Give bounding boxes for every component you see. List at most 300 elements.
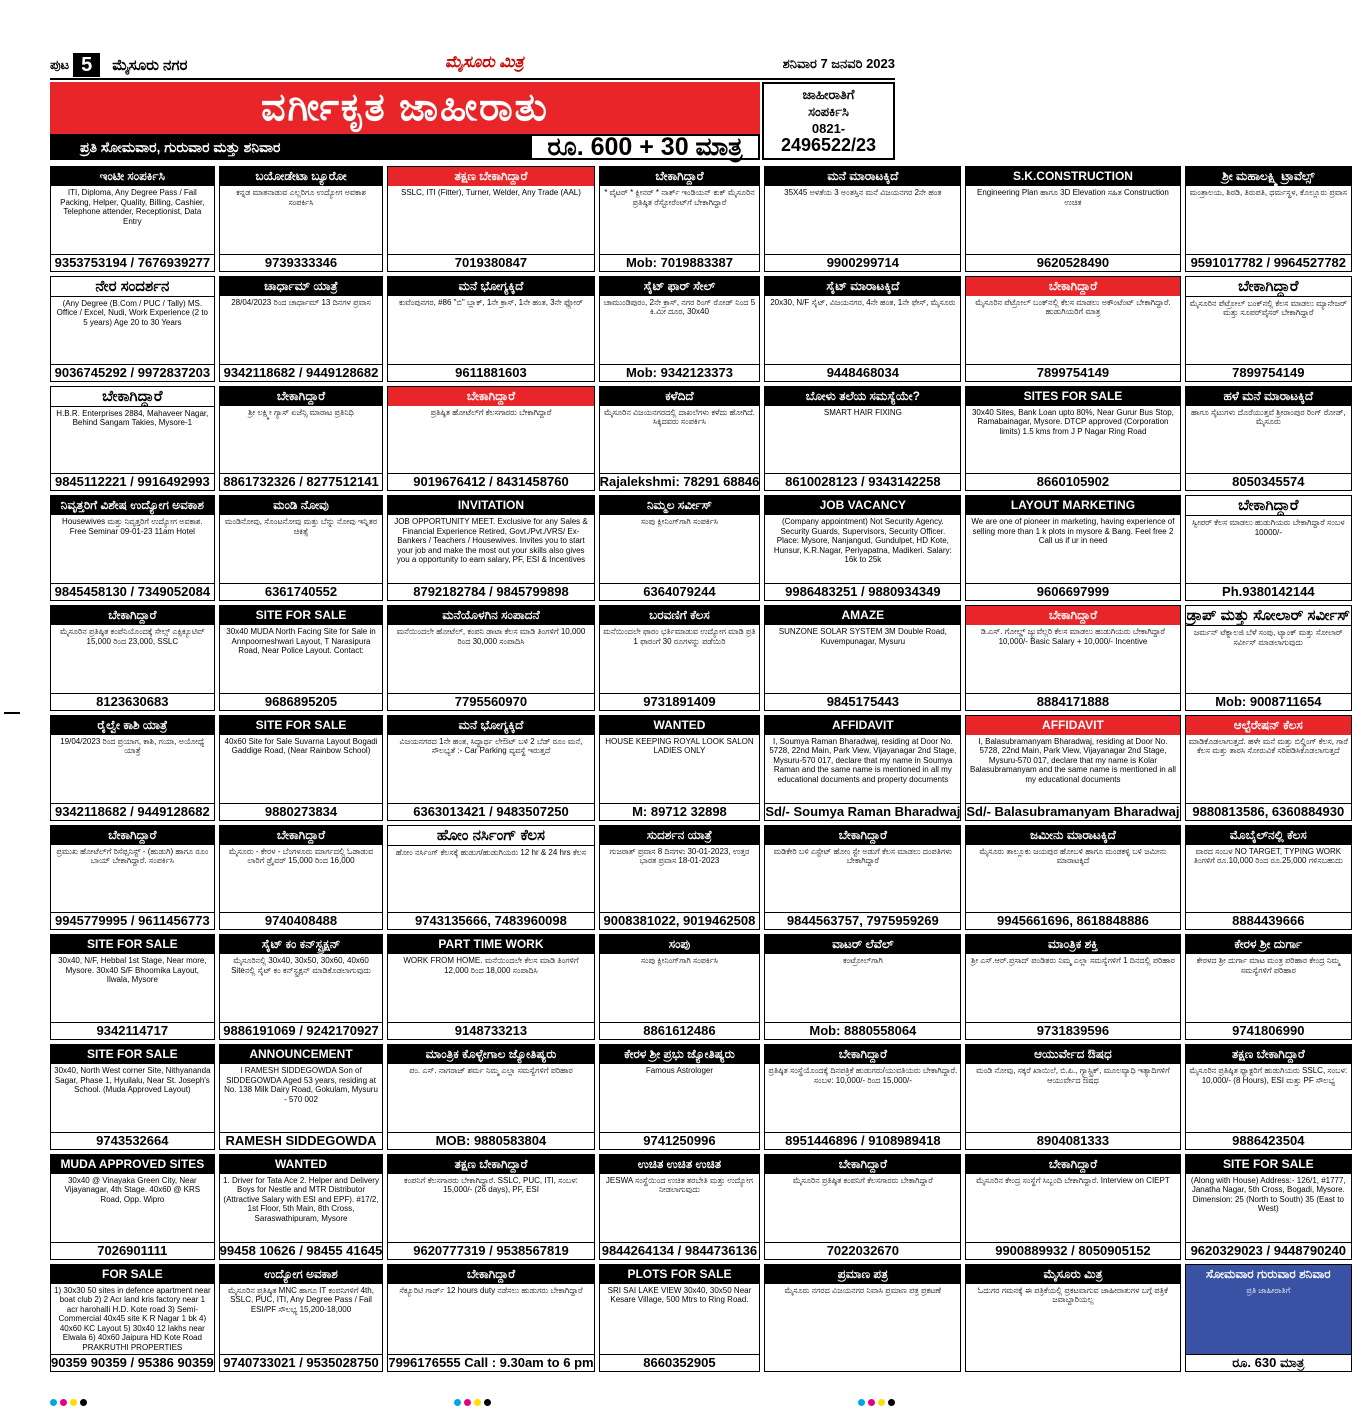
ad-text: SMART HAIR FIXING	[823, 407, 902, 417]
ad-text: ಮೈಸೂರಿನ ಪ್ರತಿಷ್ಠಿತ MNC ಹಾಗೂ IT ಕಂಪನಿಗಳಿಗೆ 4th, SSLC, PUC, ITI, Any Degree Pass / Fail ESI/PF ಸೌಲಭ್ಯ 15,200-18,000	[228, 1285, 374, 1314]
ad-text: SSLC, ITI (Fitter), Turner, Welder, Any Trade (AAL)	[401, 188, 581, 197]
ad-heading: JOB VACANCY	[765, 496, 960, 515]
classified-ad	[219, 1044, 384, 1150]
classified-ad	[219, 715, 384, 821]
classified-ad	[764, 276, 961, 382]
classified-ad	[965, 934, 1180, 1040]
ad-phone: M: 89712 32898	[600, 803, 760, 820]
ad-heading: ಬರವಣಿಗೆ ಕೆಲಸ	[600, 606, 760, 625]
ad-text: 30x40 Sites, Bank Loan upto 80%, Near Gurur Bus Stop, Ramabainagar, Mysore. DTCP approved (Corporation limits) 1.5 kms from J P Nagar Ring Road	[971, 407, 1174, 436]
ad-heading: ತಕ್ಷಣ ಬೇಕಾಗಿದ್ದಾರೆ	[388, 1155, 593, 1174]
classified-ad	[387, 1044, 594, 1150]
ad-phone: 9741250996	[600, 1132, 760, 1149]
ad-phone: 9448468034	[765, 364, 960, 381]
contact-line-1: ಜಾಹೀರಾತಿಗೆ	[802, 87, 855, 102]
ad-text: JOB OPPORTUNITY MEET. Exclusive for any Sales & Financial Experience Retired, Govt./Pvt./VRS/ Ex-Bankers / Teachers / Housewives. Invites you to start your job and make the most out your skills also gives you a opportunity to earn salary, PF, ESI & Incentives	[394, 517, 588, 565]
classified-ads-grid	[50, 166, 1351, 1372]
classified-ad	[387, 1154, 594, 1260]
classified-ad	[387, 495, 594, 601]
classified-ad	[387, 934, 594, 1040]
classified-ad	[965, 1154, 1180, 1260]
ad-text: ಮೈಸೂರಿನ ಪ್ರತಿಷ್ಠಿತ ಕಂಪನಿಗೆ ಕೆಲಸಗಾರರು ಬೇಕಾಗಿದ್ದಾರೆ	[792, 1175, 933, 1185]
ad-phone: 9731891409	[600, 693, 760, 710]
ad-heading: ತಕ್ಷಣ ಬೇಕಾಗಿದ್ದಾರೆ	[388, 167, 593, 186]
classified-ad	[1185, 825, 1352, 931]
ad-heading: ಹೋಂ ನರ್ಸಿಂಗ್ ಕೆಲಸ	[388, 826, 593, 846]
ad-text: ಹಾಗೂ ಸೈಟುಗಳು ದೊರೆಯುತ್ತವೆ ಶ್ರೀರಾಂಪುರ ರಿಂಗ್ ರೋಡ್, ಮೈಸೂರು	[1190, 407, 1346, 426]
ad-phone: 9986483251 / 9880934349	[765, 583, 960, 600]
classified-ad	[50, 386, 215, 492]
ad-text: SUNZONE SOLAR SYSTEM 3M Double Road, Kuvempunagar, Mysuru	[778, 627, 947, 646]
ad-heading: ಸಂಪು	[600, 935, 760, 954]
ad-heading: SITES FOR SALE	[966, 387, 1179, 406]
ad-heading: PART TIME WORK	[388, 935, 593, 954]
print-registration-marks	[50, 1396, 895, 1408]
ad-phone: 9945779995 / 9611456773	[51, 912, 214, 929]
ad-phone: 8951446896 / 9108989418	[765, 1132, 960, 1149]
ad-phone: 9743135666, 7483960098	[388, 912, 593, 929]
color-dots-center	[454, 1399, 491, 1406]
classified-ad	[965, 495, 1180, 601]
classified-ad	[599, 1264, 761, 1373]
ad-heading: ಬೇಕಾಗಿದ್ದಾರೆ	[220, 826, 383, 845]
classified-ad	[50, 166, 215, 272]
ad-phone: 9342114717	[51, 1022, 214, 1039]
classified-ad	[965, 825, 1180, 931]
ad-text: Engineering Plan ಹಾಗೂ 3D Elevation ಸಹಿತ Construction ಉಚಿತ	[977, 188, 1169, 207]
ad-text: ಮೈಸೂರಿನ ಪೆಟ್ರೋಲ್ ಬಂಕ್‌ನಲ್ಲಿ ಕೆಲಸ ಮಾಡಲು ಮ್ಯಾನೇಜರ್ ಮತ್ತು ಸೂಪರ್‌ವೈಸರ್ ಬೇಕಾಗಿದ್ದಾರೆ	[1189, 298, 1347, 318]
classified-ad	[219, 166, 384, 272]
classified-ad	[764, 166, 961, 272]
ad-phone: 9342118682 / 9449128682	[220, 364, 383, 381]
ad-phone: 7899754149	[1186, 364, 1352, 381]
ad-text: ಮನೆಯಿಂದಲೇ ಹೋಟೆಲ್, ಕಂಪನಿ ಡಾಟಾ ಕೆಲಸ ಮಾಡಿ ತಿಂಗಳಿಗೆ 10,000 ರಿಂದ 30,000 ಸಂಪಾದಿಸಿ	[396, 627, 586, 646]
ad-heading: ಬೇಕಾಗಿದ್ದಾರೆ	[388, 1265, 593, 1284]
ad-heading: ಬೇಕಾಗಿದ್ದಾರೆ	[765, 826, 960, 845]
ad-phone: Mob: 7019883387	[600, 254, 760, 271]
ad-text: ಚಾಮುಂಡಿಪುರಂ, 2ನೇ ಕ್ರಾಸ್, ನಗರ ರಿಂಗ್ ರೋಡ್ ನಿಂದ 5 ಕಿ.ಮೀ ದೂರ, 30x40	[603, 297, 756, 317]
ad-heading: SITE FOR SALE	[220, 716, 383, 735]
ad-text: I, Soumya Raman Bharadwaj, residing at Door No. 5728, 22nd Main, Park View, Vijayanagar 2nd Stage, Mysuru-570 017, declare that my name in Soumya Raman and the same name is mentioned in all my educational documents and property documents	[769, 736, 957, 784]
ad-text: ಮಂಡಿನೋವು, ಸೊಂಟನೋವು ಮತ್ತು ಬೆನ್ನು ನೋವು ಇನ್ನಿತರ ಚಿಕಿತ್ಸೆ	[224, 517, 378, 536]
ad-text: 30x40, North West corner Site, Nithyananda Sagar, Phase 1, Hyuilalu, Near St. Joseph's School. (Muda Approved Layout)	[54, 1066, 211, 1094]
ad-phone: 9845112221 / 9916492993	[51, 473, 214, 490]
classified-ad	[965, 276, 1180, 382]
ad-phone: 9886423504	[1186, 1132, 1352, 1149]
ad-heading: ಮಂಡಿ ನೋವು	[220, 496, 383, 515]
ad-text: ಜರ್ಮನ್ ಟೆಕ್ನಾಲಜಿ ಬೆಳೆ ಸಂಪು, ಟ್ಯಾಂಕ್ ಮತ್ತು ಸೋಲಾರ್ ಸರ್ವೀಸ್ ಮಾಡಲಾಗುವುದು	[1193, 628, 1343, 647]
ad-phone: 9611881603	[388, 364, 593, 381]
ad-text: ಮೈಸೂರಿನಲ್ಲಿ 30x40, 30x50, 30x60, 40x60 Siteನಲ್ಲಿ ಸೈಟ್ ಕಂ ಕನ್‌ಸ್ಟ್ರಕ್ಷನ್ ಮಾಡಿಕೊಡಲಾಗುವುದು	[231, 956, 371, 975]
ad-heading: ತಕ್ಷಣ ಬೇಕಾಗಿದ್ದಾರೆ	[1186, 1045, 1352, 1064]
ad-phone: 6361740552	[220, 583, 383, 600]
color-dots-right	[858, 1399, 895, 1406]
ad-heading: ಬೇಕಾಗಿದ್ದಾರೆ	[51, 826, 214, 845]
ad-phone: 9900299714	[765, 254, 960, 271]
ad-heading: ಚಾರ್ಧಾಮ್ ಯಾತ್ರೆ	[220, 277, 383, 296]
ad-heading: S.K.CONSTRUCTION	[966, 167, 1179, 186]
ad-text: I RAMESH SIDDEGOWDA Son of SIDDEGOWDA Aged 53 years, residing at No. 138 Milk Dairy Road, Gokulam, Mysuru - 570 002	[224, 1066, 378, 1104]
ad-text: ಮೈಸೂರಿನ ಕೇಂದ್ರ ಸಂಸ್ಥೆಗೆ ಸಿಬ್ಬಂದಿ ಬೇಕಾಗಿದ್ದಾರೆ. Interview on CIEPT	[976, 1175, 1170, 1185]
ad-phone: 8660105902	[966, 473, 1179, 490]
ad-text: (Company appointment) Not Security Agency. Security Guards, Supervisors, Security Officer. Place: Mysore, Nanjangud, Gundulpet, HD Kote, Hunsur, K.R.Nagar, Periyapatna, Madikeri. Salary: 16k to 25k	[773, 517, 952, 565]
ad-text: ಮೈಸೂರು ತಾಲ್ಲೂಕು ಜಯಪುರ ಹೋಬಳಿ ಹಾಗೂ ಮಂಡಕಳ್ಳಿ ಬಳಿ ಜಮೀನು ಮಾರಾಟಕ್ಕಿದೆ	[979, 846, 1167, 865]
ad-phone: 9620329023 / 9448790240	[1186, 1242, 1352, 1259]
ad-text: ಹೋಂ ನರ್ಸಿಂಗ್ ಕೆಲಸಕ್ಕೆ ಹುಡುಗ/ಹುಡುಗಿಯರು 12 hr & 24 hrs ಕೆಲಸ	[395, 847, 586, 857]
ad-phone: ರೂ. 630 ಮಾತ್ರ	[1186, 1354, 1352, 1371]
ad-heading: ಕಳೆದಿದೆ	[600, 387, 760, 406]
classified-ad	[965, 715, 1180, 821]
classified-ad	[1185, 605, 1352, 711]
ad-phone: 8861732326 / 8277512141	[220, 473, 383, 490]
ad-phone: Rajalekshmi: 78291 68846	[599, 474, 760, 490]
ad-heading: ಬೇಕಾಗಿದ್ದಾರೆ	[1186, 496, 1352, 516]
page-tag	[50, 53, 100, 77]
paper-name: ಮೈಸೂರು ಮಿತ್ರ	[445, 54, 524, 71]
ad-text: 30x40 MUDA North Facing Site for Sale in Annpoorneshwari Layout, T Narasipura Road, Near Police Layout. Contact:	[226, 627, 376, 655]
ad-text: JESWA ಸಂಸ್ಥೆಯಿಂದ ಉಚಿತ ತರಬೇತಿ ಮತ್ತು ಉದ್ಯೋಗ ನೀಡಲಾಗುವುದು	[605, 1175, 753, 1195]
ad-phone: Sd/- Soumya Raman Bharadwaj	[765, 803, 961, 819]
ad-text: ಶ್ರೀ ಎಸ್.ಆರ್.ಪ್ರಸಾದ್ ಪಂಡಿತರು ನಿಮ್ಮ ಎಲ್ಲಾ ಸಮಸ್ಯೆಗಳಿಗೆ 1 ದಿನದಲ್ಲಿ ಪರಿಹಾರ	[971, 956, 1175, 966]
ad-text: ಮಂಡಿ ನೋವು, ಸಕ್ಕರೆ ಖಾಯಿಲೆ, ಬಿ.ಪಿ., ಗ್ಯಾಸ್ಟ್ರಿಕ್, ಮೂಲವ್ಯಾಧಿ ಇತ್ಯಾದಿಗಳಿಗೆ ಆಯುರ್ವೇದ ಔಷಧ	[976, 1066, 1170, 1085]
classified-ad	[764, 1264, 961, 1373]
classified-ad	[219, 1264, 384, 1373]
classified-ad	[764, 715, 961, 821]
ad-heading: INVITATION	[388, 496, 593, 515]
classified-ad	[219, 1154, 384, 1260]
ad-text: (Any Degree (B.Com / PUC / Tally) MS. Office / Excel, Nudi, Work Experience (2 to 5 years) Age 20 to 30 Years	[56, 298, 208, 327]
ad-phone: 8884439666	[1186, 912, 1352, 929]
classified-ad	[965, 166, 1180, 272]
ad-text: ಸಂಪು ಕ್ಲೀನಿಂಗ್‌ಗಾಗಿ ಸಂಪರ್ಕಿಸಿ	[640, 517, 719, 527]
ad-heading: ಮನೆ ಭೋಗ್ಯಕ್ಕಿದೆ	[388, 277, 593, 296]
classified-ad	[387, 276, 594, 382]
ad-heading: ಹಳೆ ಮನೆ ಮಾರಾಟಕ್ಕಿದೆ	[1186, 387, 1352, 406]
classified-ad	[599, 276, 761, 382]
ad-phone: 6364079244	[600, 583, 760, 600]
ad-text: SRI SAI LAKE VIEW 30x40, 30x50 Near Kesare Village, 500 Mtrs to Ring Road.	[607, 1285, 752, 1304]
classified-ad	[599, 1044, 761, 1150]
classified-ad	[387, 715, 594, 821]
ad-text: ಪ್ರತಿಷ್ಠಿತ ಹೋಟೆಲ್‌ಗೆ ಕೆಲಸಗಾರರು ಬೇಕಾಗಿದ್ದಾರೆ	[430, 407, 552, 417]
ad-heading: ಸೈಟ್ ಮಾರಾಟಕ್ಕಿದೆ	[765, 277, 960, 296]
classified-ad	[387, 605, 594, 711]
ad-heading: ಮನೆ ಮಾರಾಟಕ್ಕಿದೆ	[765, 167, 960, 186]
ad-heading: ವಾಟರ್ ಲೆವೆಲ್	[765, 935, 960, 954]
ad-text: ಸೆಕ್ಯೂರಿಟಿ ಗಾರ್ಡ್ 12 hours duty ನಡೆಸಲು ಹುಡುಗರು ಬೇಕಾಗಿದ್ದಾರೆ	[399, 1285, 583, 1295]
ad-heading: ರೈಲ್ವೇ ಕಾಶಿ ಯಾತ್ರೆ	[51, 716, 214, 735]
ad-phone: 9844563757, 7975959269	[765, 912, 960, 929]
ad-heading: ಶ್ರೀ ಮಹಾಲಕ್ಷ್ಮಿ ಟ್ರಾವೆಲ್ಸ್	[1186, 167, 1352, 186]
classified-ad	[599, 386, 761, 492]
classified-ad	[50, 1044, 215, 1150]
ad-heading: ANNOUNCEMENT	[220, 1045, 383, 1064]
page-label: ಪುಟ	[50, 57, 70, 72]
ad-phone: 9886191069 / 9242170927	[220, 1022, 383, 1039]
ad-heading: AMAZE	[765, 606, 960, 625]
crop-mark	[4, 712, 20, 714]
ad-text: ಮೈಸೂರು - ಕೇರಳ - ಬೆಂಗಳೂರು ಮಾರ್ಗದಲ್ಲಿ ಓಡಾಡುವ ಲಾರಿಗೆ ಡ್ರೈವರ್ 15,000 ರಿಂದ 16,000	[228, 846, 374, 865]
classified-ad	[219, 495, 384, 601]
page-number: 5	[73, 53, 100, 77]
ad-text: I, Balasubramanyam Bharadwaj, residing at Door No. 5728, 22nd Main, Park View, Vijayanagar 2nd Stage, Mysuru-570 017, declare that my name is Kolar Balasubramanyam and the same name is mentioned in all my educational documents	[970, 736, 1176, 784]
ad-text: ಡಿ.ಎಸ್. ಗೋಲ್ಡ್ ಜ್ಯುವೆಲ್ಲರಿ ಕೆಲಸ ಮಾಡಲು ಹುಡುಗಿಯರು ಬೇಕಾಗಿದ್ದಾರೆ 10,000/- Basic Salary + 10,000/- Incentive	[980, 627, 1165, 646]
ad-heading: ಬೋಳು ತಲೆಯ ಸಮಸ್ಯೆಯೇ?	[765, 387, 960, 406]
ad-text: 19/04/2023 ರಿಂದ ಪ್ರಯಾಗ, ಕಾಶಿ, ಗಯಾ, ಅಯೋಧ್ಯೆ ಯಾತ್ರೆ	[60, 736, 205, 756]
classified-ad	[764, 825, 961, 931]
ad-heading: ನಿಮ್ಮಲ ಸರ್ವೀಸ್	[600, 496, 760, 515]
ad-text: ಓದುಗರ ಗಮನಕ್ಕೆ ಈ ಪತ್ರಿಕೆಯಲ್ಲಿ ಪ್ರಕಟವಾಗುವ ಜಾಹೀರಾತುಗಳ ಬಗ್ಗೆ ಪತ್ರಿಕೆ ಜವಾಬ್ದಾರಿಯಲ್ಲ	[977, 1285, 1168, 1304]
ad-heading: ಬೇಕಾಗಿದ್ದಾರೆ	[51, 606, 214, 625]
ad-heading: ಮೈಸೂರು ಮಿತ್ರ	[966, 1265, 1179, 1284]
ad-heading: ಉದ್ಯೋಗ ಅವಕಾಶ	[220, 1265, 383, 1284]
ad-heading: ಬಯೋಡೇಟಾ ಬ್ಯೂರೋ	[220, 167, 383, 186]
ad-phone: Mob: 9342123373	[600, 364, 760, 381]
classified-ad	[1185, 715, 1352, 821]
issue-date: ಶನಿವಾರ 7 ಜನವರಿ 2023	[782, 56, 895, 71]
ad-text: ಪ್ರತಿ ಜಾಹೀರಾತಿಗೆ	[1246, 1285, 1291, 1295]
ad-heading: ಕೇರಳ ಶ್ರೀ ದುರ್ಗಾ	[1186, 935, 1352, 954]
classified-ad	[1185, 934, 1352, 1040]
ad-text: Famous Astrologer	[645, 1066, 714, 1075]
ad-phone: 8904081333	[966, 1132, 1179, 1149]
contact-line-2: ಸಂಪರ್ಕಿಸಿ	[808, 104, 849, 119]
ad-phone: 9731839596	[966, 1022, 1179, 1039]
classified-ad	[1185, 1264, 1352, 1373]
ad-text: ಸಂಪು ಕ್ಲೀನಿಂಗ್‌ಗಾಗಿ ಸಂಪರ್ಕಿಸಿ	[640, 956, 719, 966]
ad-text: ಮೈಸೂರಿನ ಪೆಟ್ರೋಲ್ ಬಂಕ್‌ನಲ್ಲಿ ಕೆಲಸ ಮಾಡಲು ಅಕೌಂಟೆಂಟ್ ಬೇಕಾಗಿದ್ದಾರೆ. ಹುಡುಗಿಯರಿಗೆ ಮಾತ್ರ	[975, 297, 1171, 317]
ad-text: ಕಂಟ್ರೋಲ್‌ಗಾಗಿ	[842, 956, 883, 966]
ad-phone: 6363013421 / 9483507250	[388, 803, 593, 820]
ad-phone: 9945661696, 8618848886	[966, 912, 1179, 929]
color-dots-left	[50, 1399, 87, 1406]
ad-phone: 9019676412 / 8431458760	[388, 473, 593, 490]
ad-heading: WANTED	[220, 1155, 383, 1174]
ad-heading: ಬೇಕಾಗಿದ್ದಾರೆ	[765, 1155, 960, 1174]
ad-heading: ಕೇರಳ ಶ್ರೀ ಪ್ರಭು ಜ್ಯೋತಿಷ್ಯರು	[600, 1045, 760, 1064]
ad-text: 28/04/2023 ರಿಂದ ಚಾರ್ಧಾಮ್ 13 ದಿನಗಳ ಪ್ರವಾಸ	[231, 297, 371, 307]
ad-phone: 8884171888	[966, 693, 1179, 710]
ad-heading: FOR SALE	[51, 1265, 214, 1284]
ad-text: Housewives ಮತ್ತು ನಿವೃತ್ತರಿಗೆ ಉದ್ಯೋಗ ಅವಕಾಶ. Free Seminar 09-01-23 11am Hotel	[62, 517, 203, 536]
ad-phone: 9353753194 / 7676939277	[51, 254, 214, 271]
ad-text: ಕುವೆಂಪುನಗರ, #86 "ಬಿ" ಬ್ಲಾಕ್, 1ನೇ ಕ್ರಾಸ್, 1ನೇ ಹಂತ, 3ನೇ ಫ್ಲೋರ್	[399, 297, 583, 307]
classified-ad	[219, 825, 384, 931]
ad-phone: 7026901111	[51, 1242, 214, 1259]
ad-text: 40x60 Site for Sale Suvarna Layout Bogadi Gaddige Road, (Near Rainbow School)	[224, 736, 378, 756]
classified-ad	[219, 386, 384, 492]
classified-ad	[1185, 1154, 1352, 1260]
ad-heading: ಮೊಬೈಲ್‌ನಲ್ಲಿ ಕೆಲಸ	[1186, 826, 1352, 845]
ad-heading: AFFIDAVIT	[966, 716, 1179, 735]
ad-heading: MUDA APPROVED SITES	[51, 1155, 214, 1174]
ad-phone: 8050345574	[1186, 473, 1352, 490]
ad-text: ಮೈಸೂರಿನ ಪ್ರತಿಷ್ಠಿತ ಫ್ಯಾಕ್ಟರಿಗೆ ಹುಡುಗಿಯರು SSLC, ಸಂಬಳ: 10,000/- (8 Hours), ESI ಮತ್ತು PF ಸೌಲಭ್ಯ	[1189, 1066, 1348, 1085]
ad-phone: 90359 90359 / 95386 90359	[51, 1355, 214, 1370]
classified-ad	[1185, 1044, 1352, 1150]
ad-heading: PLOTS FOR SALE	[600, 1265, 760, 1284]
publish-days: ಪ್ರತಿ ಸೋಮವಾರ, ಗುರುವಾರ ಮತ್ತು ಶನಿವಾರ	[50, 134, 530, 160]
classified-ad	[599, 605, 761, 711]
ad-phone: 9342118682 / 9449128682	[51, 803, 214, 820]
ad-price: ರೂ. 600 + 30 ಮಾತ್ರ	[530, 134, 760, 160]
ad-text: ಮೈಸೂರಿನ ಪ್ರತಿಷ್ಠಿತ ಕಂಪೆನಿಯೊಂದಕ್ಕೆ ಸೇಲ್ಸ್ ಎಕ್ಸಿಕ್ಯೂಟಿವ್ 15,000 ರಿಂದ 23,000, SSLC	[59, 627, 205, 646]
ad-heading: ಜಮೀನು ಮಾರಾಟಕ್ಕಿದೆ	[966, 826, 1179, 845]
classified-ad	[965, 605, 1180, 711]
classified-ad	[387, 1264, 594, 1373]
ad-text: ಮೈಸೂರಿನ ವಿಜಯನಗರದಲ್ಲಿ ದಾಖಲೆಗಳು ಕಳೆದು ಹೋಗಿದೆ. ಸಿಕ್ಕಿದವರು ಸಂಪರ್ಕಿಸಿ	[604, 407, 755, 426]
ad-heading: LAYOUT MARKETING	[966, 496, 1179, 515]
classifieds-banner: ವರ್ಗೀಕೃತ ಜಾಹೀರಾತು	[50, 82, 760, 134]
ad-phone: Mob: 9008711654	[1186, 693, 1352, 710]
ad-text: 30x40, N/F, Hebbal 1st Stage, Near more, Mysore. 30x40 S/F Bhoomika Layout, Ilwala, Mysore	[58, 956, 207, 985]
ad-heading: ಬೇಕಾಗಿದ್ದಾರೆ	[966, 606, 1179, 625]
classified-ad	[599, 825, 761, 931]
ad-phone: 9739333346	[220, 254, 383, 271]
classified-ad	[219, 276, 384, 382]
ad-heading: SITE FOR SALE	[220, 606, 383, 625]
ad-heading: ನಿವೃತ್ತರಿಗೆ ವಿಶೇಷ ಉದ್ಯೋಗ ಅವಕಾಶ	[51, 496, 214, 515]
ad-phone: 7019380847	[388, 254, 593, 271]
classified-ad	[764, 1154, 961, 1260]
ad-text: ಮಾಡಿಕೊಡಲಾಗುತ್ತದೆ. ಹಳೇ ಮನೆ ಮತ್ತು ಬಿಲ್ಡಿಂಗ್ ಕೆಲಸ, ಗಾರೆ ಕೆಲಸ ಮತ್ತು ತಾರಸಿ ಸೋರುವಿಕೆ ಸರಿಪಡಿಸಿಕೊಡಲಾಗುತ್ತದೆ	[1188, 736, 1348, 756]
ad-phone: 9844264134 / 9844736136	[600, 1242, 760, 1259]
ad-text: ಮೈಸೂರು ನಗರದ ವಿಜಯನಗರ ನಿವಾಸಿ ಪ್ರಮಾಣ ಪತ್ರ ಪ್ರಕಟಣೆ	[784, 1285, 942, 1295]
classified-ad	[50, 495, 215, 601]
page-header	[50, 52, 895, 80]
classified-ad	[1185, 495, 1352, 601]
ad-text: 35X45 ಅಳತೆಯ 3 ಅಂತಸ್ತಿನ ಮನೆ ವಿಜಯನಗರ 2ನೇ ಹಂತ	[784, 188, 942, 197]
ad-phone: 9743532664	[51, 1132, 214, 1149]
ad-phone: 9620777319 / 9538567819	[388, 1242, 593, 1259]
classified-ad	[50, 1154, 215, 1260]
classified-ad	[764, 605, 961, 711]
ad-phone: 8792182784 / 9845799898	[388, 583, 593, 600]
ad-heading: ಬೇಕಾಗಿದ್ದಾರೆ	[388, 387, 593, 406]
ad-heading: ಬೇಕಾಗಿದ್ದಾರೆ	[1186, 277, 1352, 297]
ad-phone: 9740733021 / 9535028750	[220, 1354, 383, 1371]
ad-text: ಕನ್ನಡ ಮಾತನಾಡುವ ಎಲ್ಲರಿಗೂ ಉದ್ಯೋಗ ಅವಕಾಶ ಸಂಪರ್ಕಿಸಿ	[236, 188, 366, 207]
classified-ad	[965, 386, 1180, 492]
classified-ad	[764, 495, 961, 601]
ad-heading: SITE FOR SALE	[1186, 1155, 1352, 1174]
ad-text: ಮಡಿಕೇರಿ ಬಳಿ ಎಸ್ಟೇಟ್ ಹೋಂ ಸ್ಟೇ ಅಡುಗೆ ಕೆಲಸ ಮಾಡಲು ದಂಪತಿಗಳು ಬೇಕಾಗಿದ್ದಾರೆ	[773, 846, 953, 865]
ad-text: ಪ್ರತಿಷ್ಠಿತ ಸಂಸ್ಥೆಯೊಂದಕ್ಕೆ ದಿನಪತ್ರಿಕೆ ಹುಡುಗರು/ಯುವತಿಯರು ಬೇಕಾಗಿದ್ದಾರೆ. ಸಂಬಳ: 10,000/- ರಿಂದ 15,000/-	[768, 1066, 958, 1085]
ad-phone: Ph.9380142144	[1186, 583, 1352, 600]
ad-heading: ನೇರ ಸಂದರ್ಶನ	[51, 277, 214, 297]
contact-box	[762, 82, 895, 160]
ad-text: H.B.R. Enterprises 2884, Mahaveer Nagar, Behind Sangam Takies, Mysore-1	[56, 408, 209, 427]
classified-ad	[50, 934, 215, 1040]
ad-phone: 9008381022, 9019462508	[600, 912, 760, 929]
ad-phone: Mob: 8880558064	[765, 1022, 960, 1039]
ad-heading: SITE FOR SALE	[51, 1045, 214, 1064]
ad-phone: Sd/- Balasubramanyam Bharadwaj	[966, 803, 1180, 819]
ad-text: 20x30, N/F ಸೈಟ್, ವಿಜಯನಗರ, 4ನೇ ಹಂತ, 1ನೇ ಫೇಸ್, ಮೈಸೂರು	[770, 297, 956, 307]
ad-phone: 9606697999	[966, 583, 1179, 600]
ad-phone: 9036745292 / 9972837203	[51, 364, 214, 381]
ad-phone: 9880813586, 6360884930	[1186, 803, 1352, 820]
classified-ad	[50, 605, 215, 711]
ad-text: ಮನೆಯಿಂದಲೇ ಫಾರಂ ಭರ್ತಿಮಾಡುವ ಉದ್ಯೋಗ ಮಾಡಿ ಪ್ರತಿ 1 ಫಾರಂಗೆ 30 ರೂಗಳನ್ನು ಪಡೆಯಿರಿ	[603, 627, 756, 646]
classified-ad	[387, 166, 594, 272]
ad-text: (Along with House) Address:- 126/1, #1777, Janatha Nagar, 5th Cross, Bogadi, Mysore. Dimension: 25 (North to South) 35 (East to West)	[1190, 1175, 1346, 1214]
classified-ad	[965, 1264, 1180, 1373]
ad-phone: 7996176555 Call : 9.30am to 6 pm	[388, 1355, 594, 1370]
ad-heading: ಪ್ರಮಾಣ ಪತ್ರ	[765, 1265, 960, 1284]
classified-ad	[219, 605, 384, 711]
ad-heading: ಬೇಕಾಗಿದ್ದಾರೆ	[600, 167, 760, 186]
ad-heading: ಉಚಿತ ಉಚಿತ ಉಚಿತ	[600, 1155, 760, 1174]
section-name: ಮೈಸೂರು ನಗರ	[112, 56, 188, 74]
ad-phone: RAMESH SIDDEGOWDA	[220, 1132, 383, 1149]
ad-phone: 9845175443	[765, 693, 960, 710]
ad-text: ITI, Diploma, Any Degree Pass / Fail Packing, Helper, Quality, Billing, Cashier, Telephone attender, Receptionist, Data Entry	[60, 188, 205, 226]
classified-ad	[1185, 276, 1352, 382]
ad-phone: 99458 10626 / 98455 41645	[219, 1242, 383, 1258]
ad-heading: ಬೇಕಾಗಿದ್ದಾರೆ	[966, 277, 1179, 296]
ad-text: ಕಂಪನಿಗೆ ಕೆಲಸಗಾರರು ಬೇಕಾಗಿದ್ದಾರೆ. SSLC, PUC, ITI, ಸಂಬಳ: 15,000/- (26 days), PF, ESI	[404, 1175, 578, 1195]
ad-heading: ಮನೆ ಭೋಗ್ಯಕ್ಕಿದೆ	[388, 716, 593, 735]
ad-phone: 9591017782 / 9964527782	[1186, 254, 1352, 271]
ad-phone: 9620528490	[966, 254, 1179, 271]
ad-text: ಪ್ರಮುಖ ಹೋಟೆಲ್‌ಗೆ ರಿಸೆಪ್ಷನಿಸ್ಟ್ - (ಹುಡುಗಿ) ಹಾಗೂ ರೂಂ ಬಾಯ್ ಬೇಕಾಗಿದ್ದಾರೆ. ಸಂಪರ್ಕಿಸಿ	[56, 846, 209, 865]
ad-phone: 7795560970	[388, 693, 593, 710]
ad-heading: ಮಾಂತ್ರಿಕ ಶಕ್ತಿ	[966, 935, 1179, 954]
classified-ad	[50, 276, 215, 382]
ad-phone: 9900889932 / 8050905152	[966, 1242, 1179, 1259]
ad-heading: AFFIDAVIT	[765, 716, 960, 735]
ad-text: 1) 30x30 50 sites in defence apartment near boat club 2) 2 Acr land kris factory near 1 acr harohalli H.D. Kote road 3) Semi-Commercial 40x45 site K R Nagar 1 bk 4) 40x60 KC Layout 5) 30x40 12 lakhs near Elwala 6) 40x60 Jaipura HD Kote Road PRAKRUTHI PROPERTIES	[54, 1285, 211, 1352]
ad-phone: 8660352905	[600, 1354, 760, 1371]
ad-phone: MOB: 9880583804	[388, 1132, 593, 1149]
classified-ad	[599, 1154, 761, 1260]
ad-phone: 8861612486	[600, 1022, 760, 1039]
ad-text: WORK FROM HOME. ಮನೆಯಿಂದಲೇ ಕೆಲಸ ಮಾಡಿ ತಿಂಗಳಿಗೆ 12,000 ರಿಂದ 18,000 ಸಂಪಾದಿಸಿ	[403, 956, 579, 975]
contact-number: 2496522/23	[780, 135, 877, 155]
ad-heading: ಸುದರ್ಶನ ಯಾತ್ರೆ	[600, 826, 760, 845]
ad-text: * ವೈಟರ್ * ಕ್ಲೀನರ್ * ನಾರ್ತ್ ಇಂಡಿಯನ್ ಕುಕ್ ಮೈಸೂರಿನ ಪ್ರತಿಷ್ಠಿತ ರೆಸ್ಟೋರೆಂಟ್‌ಗೆ ಬೇಕಾಗಿದ್ದಾರೆ	[604, 188, 755, 207]
ad-text: ಶ್ರೀ ಲಕ್ಷ್ಮೀ ಗ್ಯಾಸ್ ಏಜೆನ್ಸಿ ಮಾರಾಟ ಪ್ರತಿನಿಧಿ	[248, 407, 354, 417]
ad-text: ವಾರದ ಸಂಬಳ NO TARGET, TYPING WORK ತಿಂಗಳಿಗೆ ರೂ.10,000 ರಿಂದ ರೂ.25,000 ಗಳಿಸಬಹುದು	[1193, 846, 1343, 865]
classified-ad	[1185, 166, 1352, 272]
ad-text: ಮಂತ್ರಾಲಯ, ಶಿರಡಿ, ತಿರುಪತಿ, ಧರ್ಮಸ್ಥಳ, ಕೊಲ್ಲೂರು ಪ್ರವಾಸ	[1189, 188, 1348, 197]
ad-text: ಸ್ವೀಪರ್ ಕೆಲಸ ಮಾಡಲು ಹುಡುಗಿಯರು ಬೇಕಾಗಿದ್ದಾರೆ ಸಂಬಳ 10000/-	[1192, 518, 1345, 537]
ad-heading: ಬೇಕಾಗಿದ್ದಾರೆ	[765, 1045, 960, 1064]
classified-ad	[764, 934, 961, 1040]
classified-ad	[50, 825, 215, 931]
ad-text: ಕೇರಳದ ಶ್ರೀ ದುರ್ಗಾ ಮಾಟ ಮಂತ್ರ ಪರಿಹಾರ ಕೇಂದ್ರ ನಿಮ್ಮ ಸಮಸ್ಯೆಗಳಿಗೆ ಪರಿಹಾರ	[1196, 956, 1340, 975]
classified-ad	[965, 1044, 1180, 1150]
ad-text: 30x40 @ Vinayaka Green City, Near Vijayanagar, 4th Stage. 40x60 @ KRS Road, Opp. Wipro	[64, 1175, 201, 1204]
ad-heading: ಮಾಂತ್ರಿಕ ಕೊಳ್ಳೇಗಾಲ ಜ್ಯೋತಿಷ್ಯರು	[388, 1045, 593, 1064]
ad-heading: ಸೋಮವಾರ ಗುರುವಾರ ಶನಿವಾರ	[1186, 1265, 1352, 1284]
ad-heading: SITE FOR SALE	[51, 935, 214, 954]
ad-phone: 9686895205	[220, 693, 383, 710]
ad-text: ವಿಜಯನಗರದ 1ನೇ ಹಂತ, ಸಿದ್ಧಾರ್ಥ ಲೇಔಟ್ ಬಳಿ 2 ಬೆಡ್ ರೂಂ ಮನೆ, ಸೌಲಭ್ಯತೆ :- Car Parking ವ್ಯವಸ್ಥೆ ಇರುತ್ತದೆ	[399, 736, 583, 756]
ad-phone: 9880273834	[220, 803, 383, 820]
ad-heading: ಇಂಟೀ ಸಂಪರ್ಕಿಸಿ	[51, 167, 214, 186]
classified-ad	[764, 1044, 961, 1150]
classified-ad	[599, 934, 761, 1040]
classified-ad	[219, 934, 384, 1040]
ad-phone: 9148733213	[388, 1022, 593, 1039]
classified-ad	[599, 715, 761, 821]
ad-heading: WANTED	[600, 716, 760, 735]
classified-ad	[599, 495, 761, 601]
classified-ad	[387, 386, 594, 492]
classified-ad	[387, 825, 594, 931]
